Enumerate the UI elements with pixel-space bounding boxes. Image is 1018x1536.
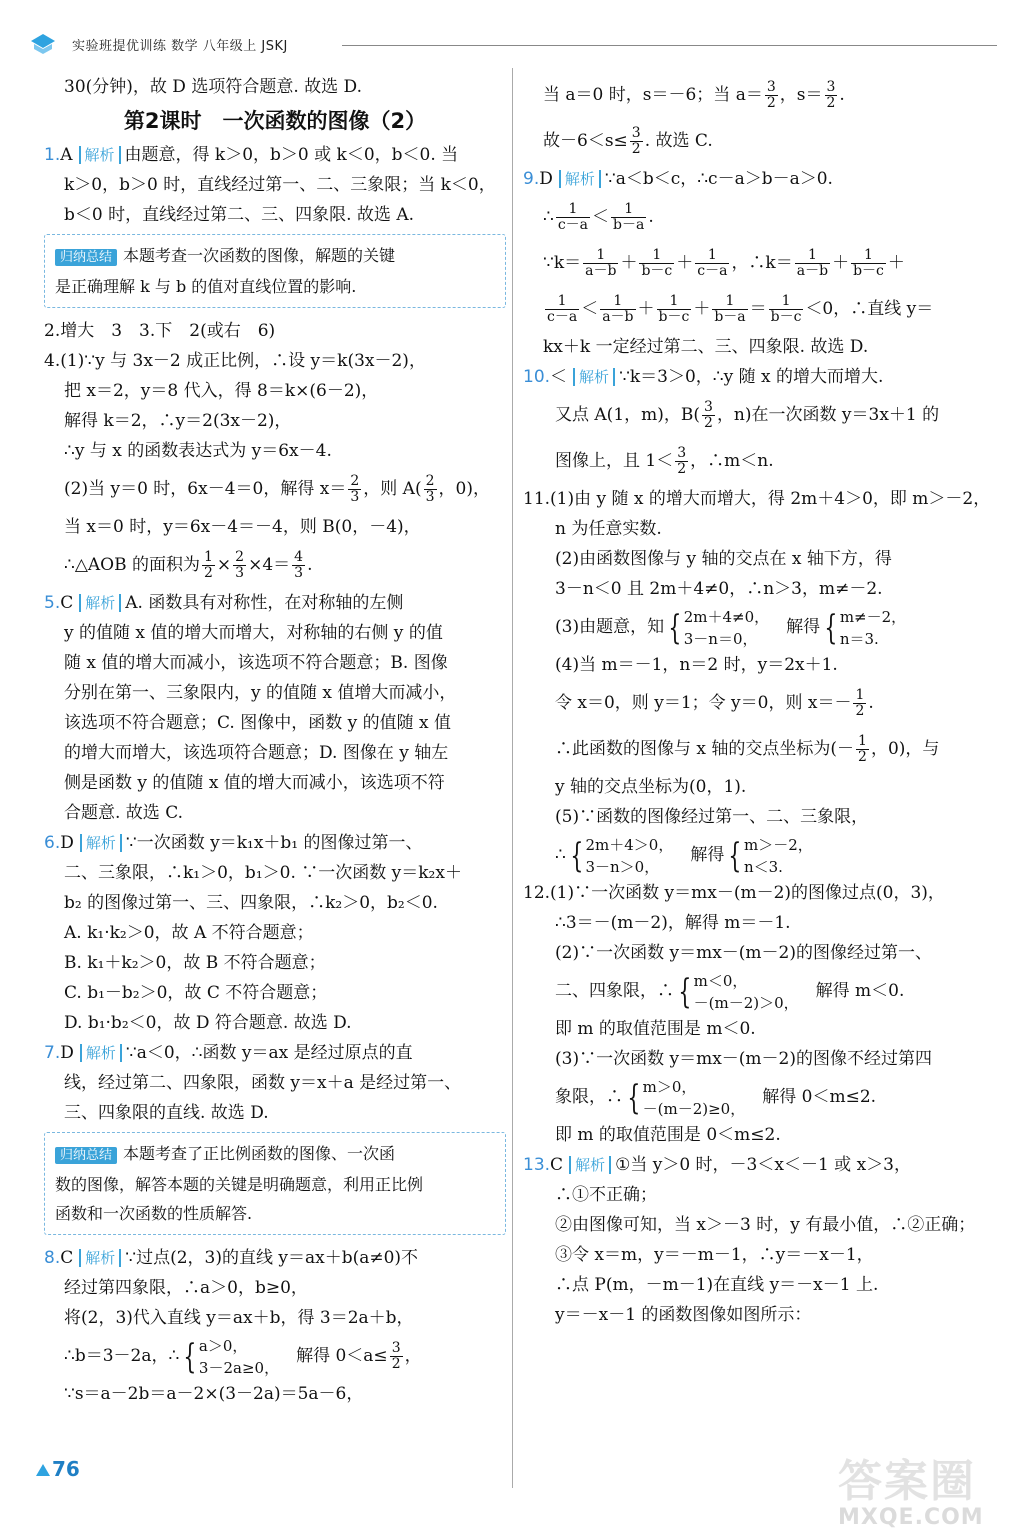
equation-system: m≠－2， n＝3. bbox=[839, 607, 907, 648]
header-rule bbox=[342, 45, 997, 46]
fraction: $\frac{3}{2}$ bbox=[391, 1340, 401, 1372]
question-5: 5.C 解析 A. 函数具有对称性，在对称轴的左侧 y 的值随 x 值的增大而增大，对称轴的右侧 y 的值 随 x 值的增大而减小，该选项不符合题意；B. 图像 分别在第一、三象限内，y 的值随 x 值增大而减小， 该选项不符合题意；C. 图像中，函数 y 的值随 x 值 的增大而增大，该选项符合题意；D. 图像在 y 轴左 侧是函数 y 的值随 x 值的增大而减小，该选项不符 合题意. 故选 C. bbox=[44, 593, 457, 823]
brace-icon: { bbox=[570, 835, 584, 876]
page-number: 76 bbox=[36, 1457, 80, 1481]
equation-system: 2m＋4≠0， 3－n＝0， bbox=[683, 607, 770, 648]
equation-system: 2m＋4＞0， 3－n＞0， bbox=[585, 835, 674, 876]
question-13: 13.C 解析 ①当 y＞0 时，－3＜x＜－1 或 x＞3， ∴①不正确； ②由图像可知，当 x＞－3 时，y 有最小值，∴②正确； ③令 x＝m，y＝－m－1，∴y＝－x－1， ∴点 P(m，－m－1)在直线 y＝－x－1 上. y＝－x－1 的函数图像如图所示： bbox=[523, 1155, 976, 1325]
question-11: 11.(1)由 y 随 x 的增大而增大，得 2m＋4＞0，即 m＞－2， n 为任意实数. (2)由函数图像与 y 轴的交点在 x 轴下方，得 3－n＜0 且 2m＋4≠0，∴n＞3，m≠－2. (3)由题意，知 { 2m＋4≠0， 3－n＝0， 解得 { m≠－2， n＝3. (4)当 m＝－1，n＝2 时，y＝2x＋1. 令 x＝0，则 y＝1；令 y＝0，则 x＝－ $\frac{1}{2}$ . ∴此函数的图像与 x 轴的交点坐标为(－ $\frac{1}{2}$ ，0)，与 y 轴的交点坐标为(0，1). (5)∵函数的图像经过第一、二、三象限， ∴ { 2m＋4＞0， 3－n＞0， 解得 { m＞－2， n＜3. bbox=[523, 489, 991, 876]
fraction: $\frac{1}{b-c}$ bbox=[770, 293, 802, 325]
brace-icon: { bbox=[627, 1077, 641, 1118]
fraction: $\frac{1}{a-b}$ bbox=[796, 247, 829, 279]
analysis-tag: 解析 bbox=[79, 146, 121, 164]
fraction: $\frac{1}{c-a}$ bbox=[557, 201, 589, 233]
book-logo-icon bbox=[30, 33, 56, 55]
fraction: $\frac{1}{b-c}$ bbox=[641, 247, 673, 279]
fraction: $\frac{1}{2}$ bbox=[204, 549, 213, 581]
fraction: $\frac{3}{2}$ bbox=[826, 79, 836, 111]
fraction: $\frac{1}{b-a}$ bbox=[613, 201, 645, 233]
brace-icon: { bbox=[668, 607, 682, 648]
fraction: $\frac{1}{a-b}$ bbox=[585, 247, 617, 279]
summary-box-2: 归纳总结 本题考查了正比例函数的图像、一次函 数的图像，解答本题的关键是明确题意，利用正比例 函数和一次函数的性质解答. bbox=[44, 1132, 506, 1235]
question-6: 6.D 解析 ∵一次函数 y＝k₁x＋b₁ 的图像过第一、 二、三象限，∴k₁＞0，b₁＞0. ∵一次函数 y＝k₂x＋ b₂ 的图像过第一、三、四象限，∴k₂＞0，b₂＜0. A. k₁·k₂＞0，故 A 不符合题意； B. k₁＋k₂＞0，故 B 不符合题意； C. b₁－b₂＞0，故 C 不符合题意； D. b₁·b₂＜0，故 D 符合题意. 故选 D. bbox=[44, 833, 462, 1033]
right-column: 当 a＝0 时，s＝－6；当 a＝ $\frac{3}{2}$ ，s＝ $\frac{3}{2}$ . 故－6＜s≤ $\frac{3}{2}$ . 故选 C. 9.D 解析 ∵a＜b＜c，∴c－a＞b－a＞0. ∴ $\frac{1}{c-a}$ ＜ $\frac{1}{b-a}$ . ∵k＝ $\frac{1}{a-b}$ ＋ $\frac{1}{b-c}$ ＋ $\frac{1}{c-a}$ ，∴k＝ $\frac{1}{a-b}$ ＋ $\frac{1}{b-c}$ ＋ $\frac{1}{c-a}$ ＜ $\frac{1}{a-b}$ ＋ $\frac{1}{b-c}$ ＋ $\frac{1}{b-a}$ ＝ $\frac{1}{b-c}$ ＜0，∴直线 y＝ kx＋k 一定经过第二、三、四象限. 故选 D. 10.＜ 解析 ∵k＝3＞0，∴y 随 x 的增大而增大. 又点 A(1，m)，B( $\frac{3}{2}$ ，n)在一次函数 y＝3x＋1 的 图像上，且 1＜ $\frac{3}{2}$ ，∴m＜n. 11.(1)由 y 随 x 的增大而增大，得 2m＋4＞0，即 m＞－2， n 为任意实数. (2)由函数图像与 y 轴的交点在 x 轴下方，得 3－n＜0 且 2m＋4≠0，∴n＞3，m≠－2. (3)由题意，知 { 2m＋4≠0， 3－n＝0， 解得 { m≠－2， n＝3. (4)当 m＝－1，n＝2 时，y＝2x＋1. 令 x＝0，则 y＝1；令 y＝0，则 x＝－ $\frac{1}{2}$ . ∴此函数的图像与 x 轴的交点坐标为(－ $\frac{1}{2}$ ，0)，与 y 轴的交点坐标为(0，1). (5)∵函数的图像经过第一、二、三象限， ∴ { 2m＋4＞0， 3－n＞0， 解得 { m＞－2， n＜3. 12.(1)∵一次函数 y＝mx－(m－2)的图像过点(0，3)， ∴3＝－(m－2)，解得 m＝－1. (2)∵一次函数 y＝mx－(m－2)的图像经过第一、 二、四象限，∴ { m＜0， －(m－2)＞0， 解得 m＜0. 即 m 的取值范围是 m＜0. (3)∵一次函数 y＝mx－(m－2)的图像不经过第四 象限，∴ { m＞0， －(m－2)≥0， 解得 0＜m≤2. 即 m 的取值范围是 0＜m≤2. 13.C 解析 ①当 y＞0 时，－3＜x＜－1 或 x＞3， ∴①不正确； ②由图像可知，当 x＞－3 时，y 有最小值，∴②正确； ③令 x＝m，y＝－m－1，∴y＝－x－1， ∴点 P(m，－m－1)在直线 y＝－x－1 上. y＝－x－1 的函数图像如图所示： bbox=[523, 72, 973, 1330]
analysis-tag: 解析 bbox=[569, 1156, 611, 1174]
fraction: $\frac{1}{c-a}$ bbox=[547, 293, 578, 325]
fraction: $\frac{1}{2}$ bbox=[855, 687, 865, 719]
fraction: $\frac{2}{3}$ bbox=[235, 549, 245, 581]
fraction: $\frac{3}{2}$ bbox=[766, 79, 776, 111]
brace-icon: { bbox=[728, 835, 742, 876]
question-12: 12.(1)∵一次函数 y＝mx－(m－2)的图像过点(0，3)， ∴3＝－(m－2)，解得 m＝－1. (2)∵一次函数 y＝mx－(m－2)的图像经过第一、 二、四象限，∴ { m＜0， －(m－2)＞0， 解得 m＜0. 即 m 的取值范围是 m＜0. (3)∵一次函数 y＝mx－(m－2)的图像不经过第四 象限，∴ { m＞0， －(m－2)≥0， 解得 0＜m≤2. 即 m 的取值范围是 0＜m≤2. bbox=[523, 883, 945, 1145]
analysis-tag: 解析 bbox=[559, 170, 601, 188]
fraction: $\frac{3}{2}$ bbox=[631, 125, 641, 157]
analysis-tag: 解析 bbox=[79, 1249, 121, 1267]
analysis-tag: 解析 bbox=[79, 594, 121, 612]
brace-icon: { bbox=[824, 607, 838, 648]
lesson-title: 第2课时 一次函数的图像（2） bbox=[123, 109, 427, 133]
summary-label: 归纳总结 bbox=[55, 1147, 117, 1164]
arrow-up-icon bbox=[36, 1464, 50, 1476]
equation-system: m＜0， －(m－2)＞0， bbox=[693, 971, 799, 1012]
fraction: $\frac{1}{b-a}$ bbox=[714, 293, 746, 325]
watermark: 答案圈 MXQE.COM bbox=[838, 1456, 984, 1530]
fraction: $\frac{4}{3}$ bbox=[294, 549, 304, 581]
left-column bbox=[44, 72, 506, 1409]
summary-box-1: 归纳总结 本题考查一次函数的图像，解题的关键 是正确理解 k 与 b 的值对直线位置的影响. bbox=[44, 234, 506, 308]
question-7: 7.D 解析 ∵a＜0，∴函数 y＝ax 是经过原点的直 线，经过第二、四象限，函数 y＝x＋a 是经过第一、 三、四象限的直线. 故选 D. bbox=[44, 1043, 462, 1123]
question-9: 9.D 解析 ∵a＜b＜c，∴c－a＞b－a＞0. ∴ $\frac{1}{c-a}$ ＜ $\frac{1}{b-a}$ . ∵k＝ $\frac{1}{a-b}$ ＋ $\frac{1}{b-c}$ ＋ $\frac{1}{c-a}$ ，∴k＝ $\frac{1}{a-b}$ ＋ $\frac{1}{b-c}$ ＋ $\frac{1}{c-a}$ ＜ $\frac{1}{a-b}$ ＋ $\frac{1}{b-c}$ ＋ $\frac{1}{b-a}$ ＝ $\frac{1}{b-c}$ ＜0，∴直线 y＝ kx＋k 一定经过第二、三、四象限. 故选 D. bbox=[523, 169, 934, 357]
fraction: $\frac{1}{2}$ bbox=[858, 733, 867, 765]
equation-system: m＞0， －(m－2)≥0， bbox=[642, 1077, 746, 1118]
analysis-tag: 解析 bbox=[573, 368, 615, 386]
fraction: $\frac{1}{b-c}$ bbox=[853, 247, 884, 279]
question-1: 1.A 解析 由题意，得 k＞0，b＞0 或 k＜0，b＜0. 当 k＞0，b＞0 时，直线经过第一、二、三象限；当 k＜0， b＜0 时，直线经过第二、三、四象限. 故选 A. bbox=[44, 145, 496, 225]
intro-line: 30(分钟)，故 D 选项符合题意. 故选 D. bbox=[64, 77, 362, 97]
brace-icon: { bbox=[183, 1336, 197, 1377]
page-header bbox=[30, 33, 970, 57]
equation-system: m＞－2， n＜3. bbox=[743, 835, 813, 876]
analysis-tag: 解析 bbox=[80, 1044, 122, 1062]
analysis-tag: 解析 bbox=[80, 834, 122, 852]
question-10: 10.＜ 解析 ∵k＝3＞0，∴y 随 x 的增大而增大. 又点 A(1，m)，B( $\frac{3}{2}$ ，n)在一次函数 y＝3x＋1 的 图像上，且 1＜ $\frac{3}{2}$ ，∴m＜n. bbox=[523, 367, 940, 477]
question-8: 8.C 解析 ∵过点(2，3)的直线 y＝ax＋b(a≠0)不 经过第四象限，∴a＞0，b≥0， 将(2，3)代入直线 y＝ax＋b，得 3＝2a＋b， ∴b＝3－2a，∴ { a＞0， 3－2a≥0， 解得 0＜a≤ $\frac{3}{2}$ ， ∵s＝a－2b＝a－2×(3－2a)＝5a－6， bbox=[44, 1248, 422, 1404]
fraction: $\frac{3}{2}$ bbox=[677, 445, 687, 477]
fraction: $\frac{3}{2}$ bbox=[704, 399, 713, 431]
question-4: 4.(1)∵y 与 3x－2 成正比例，∴设 y＝k(3x－2)， 把 x＝2，y＝8 代入，得 8＝k×(6－2)， 解得 k＝2，∴y＝2(3x－2)， ∴y 与 x 的函数表达式为 y＝6x－4. (2)当 y＝0 时，6x－4＝0，解得 x＝ $\frac{2}{3}$ ，则 A( $\frac{2}{3}$ ，0)， 当 x＝0 时，y＝6x－4＝－4，则 B(0，－4)， ∴△AOB 的面积为 $\frac{1}{2}$ × $\frac{2}{3}$ ×4＝ $\frac{4}{3}$ . bbox=[44, 351, 490, 581]
summary-label: 归纳总结 bbox=[55, 249, 117, 266]
fraction: $\frac{2}{3}$ bbox=[425, 473, 435, 505]
fraction: $\frac{1}{b-c}$ bbox=[658, 293, 690, 325]
column-divider bbox=[512, 68, 513, 1488]
fraction: $\frac{1}{c-a}$ bbox=[697, 247, 728, 279]
question-2-3: 2.增大 3 3.下 2(或右 6) bbox=[44, 321, 276, 341]
fraction: $\frac{1}{a-b}$ bbox=[602, 293, 634, 325]
equation-system: a＞0， 3－2a≥0， bbox=[198, 1336, 280, 1377]
header-title: 实验班提优训练 数学 八年级上 JSKJ bbox=[72, 39, 288, 54]
brace-icon: { bbox=[678, 971, 692, 1012]
fraction: $\frac{2}{3}$ bbox=[350, 473, 360, 505]
